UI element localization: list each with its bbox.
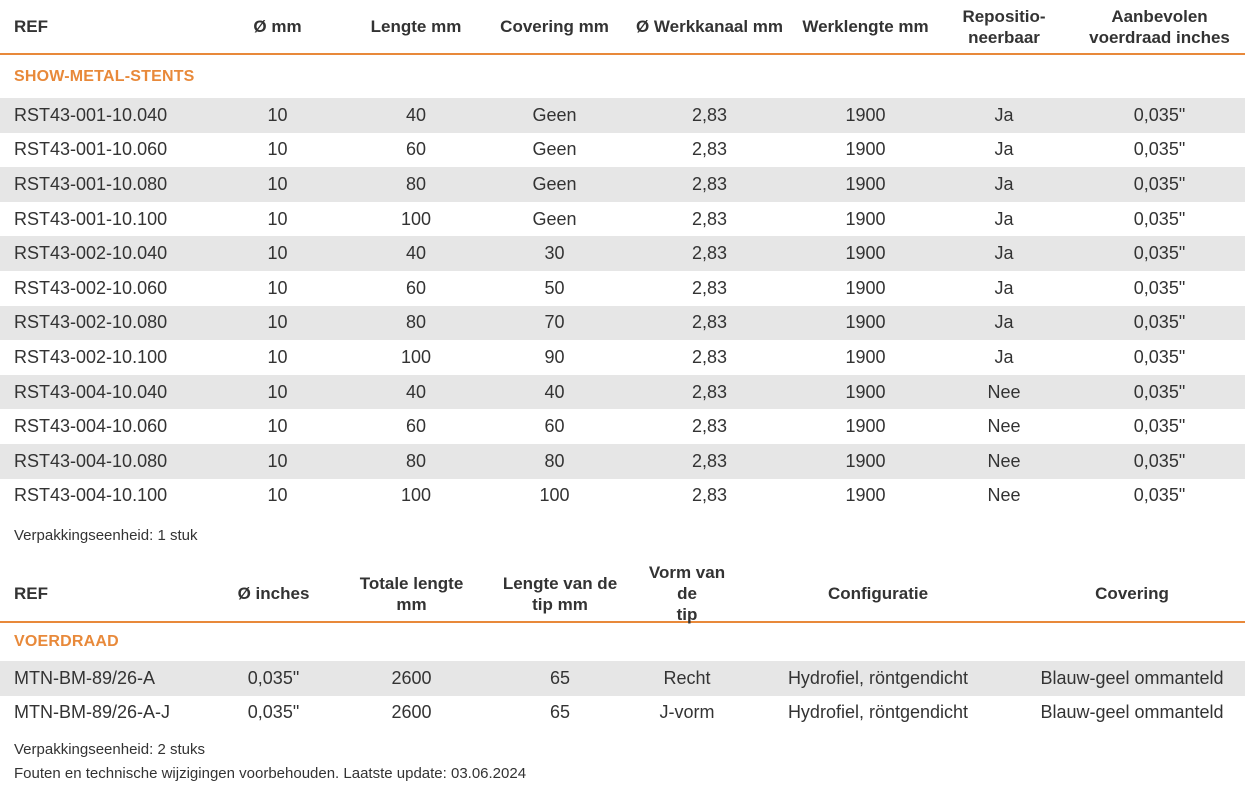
table-cell: 1900	[845, 485, 886, 506]
table-cell: Geen	[532, 208, 577, 229]
table-cell: 10	[267, 485, 288, 506]
table-cell: Ja	[994, 277, 1014, 298]
table-cell: 2,83	[691, 139, 728, 160]
stents-table-body	[0, 98, 1245, 513]
table-row	[0, 271, 1245, 306]
table-cell: 1900	[845, 381, 886, 402]
table-cell: 2,83	[691, 416, 728, 437]
table-cell: 2,83	[691, 173, 728, 194]
table-cell: Geen	[532, 173, 577, 194]
column-header: REF	[14, 584, 48, 603]
table-cell: 0,035"	[247, 667, 300, 688]
table-cell: 2,83	[691, 104, 728, 125]
table-row	[0, 133, 1245, 168]
table-cell: 1900	[845, 416, 886, 437]
guidewire-table-body	[0, 661, 1245, 730]
table-cell: 1900	[845, 312, 886, 333]
table-cell: 60	[405, 277, 427, 298]
column-header: Lengte mm	[370, 17, 462, 36]
table-cell: 0,035"	[1133, 381, 1186, 402]
table-cell: Nee	[987, 416, 1021, 437]
ref-cell: RST43-001-10.040	[14, 104, 168, 125]
table-row	[0, 167, 1245, 202]
ref-cell: RST43-004-10.080	[14, 450, 168, 471]
table-cell: 0,035"	[1133, 277, 1186, 298]
ref-cell: RST43-002-10.100	[14, 346, 168, 367]
table-cell: 80	[405, 312, 427, 333]
table-cell: 0,035"	[1133, 312, 1186, 333]
column-header: Totale lengte mm	[359, 573, 464, 614]
table-cell: 1900	[845, 173, 886, 194]
table-cell: 1900	[845, 104, 886, 125]
table-row	[0, 236, 1245, 271]
table-cell: 0,035"	[1133, 173, 1186, 194]
table-cell: Nee	[987, 381, 1021, 402]
ref-cell: RST43-002-10.040	[14, 243, 168, 264]
table-cell: 100	[400, 346, 432, 367]
table-cell: 10	[267, 450, 288, 471]
table-cell: Hydrofiel, röntgendicht	[787, 667, 969, 688]
ref-cell: RST43-001-10.100	[14, 208, 168, 229]
table-cell: 2,83	[691, 485, 728, 506]
ref-cell: RST43-004-10.040	[14, 381, 168, 402]
stents-table-header	[0, 0, 1245, 55]
column-header: Repositio- neerbaar	[962, 6, 1046, 47]
table-cell: 100	[539, 485, 570, 506]
column-header: REF	[14, 17, 48, 36]
table-cell: 80	[405, 450, 427, 471]
table-cell: 2600	[391, 702, 432, 723]
table-cell: 65	[549, 702, 571, 723]
table-row	[0, 696, 1245, 731]
table-cell: 0,035"	[1133, 139, 1186, 160]
table-cell: Ja	[994, 243, 1014, 264]
table-row	[0, 98, 1245, 133]
table-cell: Blauw-geel ommanteld	[1040, 667, 1224, 688]
table-row	[0, 202, 1245, 237]
table-cell: Geen	[532, 104, 577, 125]
table-cell: Nee	[987, 485, 1021, 506]
guidewire-table-header	[0, 563, 1245, 624]
ref-cell: RST43-001-10.080	[14, 173, 168, 194]
table-cell: 1900	[845, 277, 886, 298]
table-cell: 0,035"	[1133, 243, 1186, 264]
guidewire-table	[0, 563, 1245, 730]
ref-cell: MTN-BM-89/26-A-J	[14, 702, 171, 723]
table-cell: 1900	[845, 208, 886, 229]
table-cell: 70	[544, 312, 565, 333]
table-cell: 0,035"	[1133, 450, 1186, 471]
table-cell: 60	[405, 139, 427, 160]
table-cell: 10	[267, 208, 288, 229]
table-cell: Ja	[994, 173, 1014, 194]
table-cell: 1900	[845, 346, 886, 367]
table-cell: 2,83	[691, 208, 728, 229]
ref-cell: RST43-004-10.100	[14, 485, 168, 506]
table-cell: Ja	[994, 346, 1014, 367]
stents-section-title: SHOW-METAL-STENTS	[14, 67, 195, 85]
table-cell: 50	[544, 277, 565, 298]
table-cell: 0,035"	[1133, 104, 1186, 125]
table-cell: 1900	[845, 243, 886, 264]
table-cell: Ja	[994, 312, 1014, 333]
table-cell: 90	[544, 346, 565, 367]
table-cell: 40	[405, 381, 427, 402]
table-cell: Nee	[987, 450, 1021, 471]
table-row	[0, 340, 1245, 375]
table-cell: Geen	[532, 139, 577, 160]
table-cell: 10	[267, 243, 288, 264]
ref-cell: RST43-002-10.060	[14, 277, 168, 298]
table-cell: 1900	[845, 450, 886, 471]
column-header: Vorm van de tip	[648, 563, 726, 624]
table-row	[0, 375, 1245, 410]
ref-cell: RST43-004-10.060	[14, 416, 168, 437]
table-cell: 10	[267, 173, 288, 194]
table-cell: 0,035"	[1133, 416, 1186, 437]
table-cell: 0,035"	[247, 702, 300, 723]
ref-cell: RST43-001-10.060	[14, 139, 168, 160]
column-header: Ø inches	[237, 584, 310, 603]
table-cell: 60	[544, 416, 565, 437]
table-cell: Recht	[663, 667, 711, 688]
table-cell: 10	[267, 381, 288, 402]
table-row	[0, 409, 1245, 444]
table-cell: 10	[267, 312, 288, 333]
table-cell: 40	[405, 104, 427, 125]
table-cell: 40	[544, 381, 565, 402]
table-cell: 80	[544, 450, 565, 471]
table-cell: 30	[544, 243, 565, 264]
table-cell: 2,83	[691, 381, 728, 402]
column-header: Lengte van de tip mm	[502, 573, 618, 614]
table-cell: 2600	[391, 667, 432, 688]
table-cell: 2,83	[691, 450, 728, 471]
table-cell: 10	[267, 416, 288, 437]
table-cell: 65	[549, 667, 571, 688]
table-row	[0, 306, 1245, 341]
table-cell: 2,83	[691, 277, 728, 298]
column-header: Werklengte mm	[802, 17, 929, 36]
table-cell: 40	[405, 243, 427, 264]
table-cell: Hydrofiel, röntgendicht	[787, 702, 969, 723]
table-row	[0, 479, 1245, 514]
table-cell: 100	[400, 208, 432, 229]
guidewire-packaging-note: Verpakkingseenheid: 2 stuks	[14, 741, 205, 758]
table-cell: 10	[267, 346, 288, 367]
stents-packaging-note: Verpakkingseenheid: 1 stuk	[14, 527, 198, 544]
table-row	[0, 444, 1245, 479]
table-cell: 80	[405, 173, 427, 194]
table-row	[0, 661, 1245, 696]
table-cell: Ja	[994, 208, 1014, 229]
table-cell: Blauw-geel ommanteld	[1040, 702, 1224, 723]
ref-cell: RST43-002-10.080	[14, 312, 168, 333]
table-cell: Ja	[994, 104, 1014, 125]
footer-disclaimer: Fouten en technische wijzigingen voorbehouden. Laatste update: 03.06.2024	[14, 765, 527, 782]
table-cell: J-vorm	[659, 702, 715, 723]
table-cell: 2,83	[691, 312, 728, 333]
column-header: Configuratie	[827, 584, 929, 603]
guidewire-section-title: VOERDRAAD	[14, 633, 119, 650]
table-cell: 0,035"	[1133, 346, 1186, 367]
table-cell: 0,035"	[1133, 485, 1186, 506]
table-cell: 0,035"	[1133, 208, 1186, 229]
column-header: Ø Werkkanaal mm	[635, 17, 784, 36]
table-cell: 2,83	[691, 243, 728, 264]
ref-cell: MTN-BM-89/26-A	[14, 667, 156, 688]
column-header: Covering mm	[500, 17, 609, 36]
table-cell: 1900	[845, 139, 886, 160]
table-cell: Ja	[994, 139, 1014, 160]
column-header: Ø mm	[253, 17, 302, 36]
column-header: Aanbevolen voerdraad inches	[1089, 6, 1230, 47]
table-cell: 100	[400, 485, 432, 506]
table-cell: 60	[405, 416, 427, 437]
table-cell: 2,83	[691, 346, 728, 367]
table-cell: 10	[267, 104, 288, 125]
column-header: Covering	[1095, 584, 1169, 603]
table-cell: 10	[267, 139, 288, 160]
table-cell: 10	[267, 277, 288, 298]
